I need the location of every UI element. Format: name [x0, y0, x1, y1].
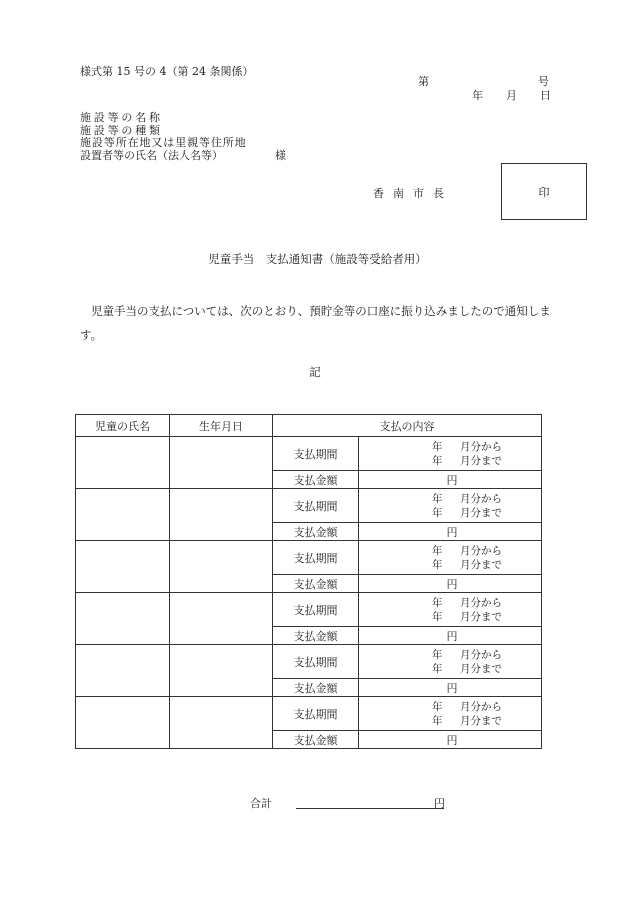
period-from-year: 年: [432, 440, 443, 453]
period-from-month: 月分から: [460, 544, 502, 557]
period-label: 支払期間: [273, 437, 359, 471]
payment-period-cell[interactable]: [359, 645, 542, 679]
child-name-cell[interactable]: [76, 645, 170, 697]
period-from-month: 月分から: [460, 648, 502, 661]
table-row: [76, 593, 542, 627]
header-payment-content: 支払の内容: [273, 415, 542, 437]
amount-yen: 円: [446, 629, 458, 643]
period-from-year: 年: [432, 596, 443, 609]
period-from-year: 年: [432, 492, 443, 505]
seal-label: 印: [538, 185, 550, 199]
payment-amount-cell[interactable]: [359, 575, 542, 593]
facility-type-label: 施設等の種類: [80, 123, 163, 137]
period-from-month: 月分から: [460, 492, 502, 505]
birth-date-cell[interactable]: [170, 541, 273, 593]
child-name-cell[interactable]: [76, 437, 170, 489]
table-row: [76, 437, 542, 471]
payment-period-cell[interactable]: [359, 489, 542, 523]
amount-label: 支払金額: [273, 679, 359, 697]
period-to-month: 月分まで: [460, 714, 502, 727]
child-name-cell[interactable]: [76, 541, 170, 593]
table-row: [76, 697, 542, 731]
period-from-year: 年: [432, 648, 443, 661]
payment-amount-cell[interactable]: [359, 627, 542, 645]
period-label: 支払期間: [273, 593, 359, 627]
period-from-year: 年: [432, 544, 443, 557]
honorific-sama: 様: [275, 148, 286, 162]
period-label: 支払期間: [273, 489, 359, 523]
payment-amount-cell[interactable]: [359, 731, 542, 749]
period-to-month: 月分まで: [460, 558, 502, 571]
amount-label: 支払金額: [273, 523, 359, 541]
document-number-date: [415, 73, 551, 103]
period-to-month: 月分まで: [460, 506, 502, 519]
operator-name-label: 設置者等の氏名（法人名等） 様: [80, 148, 286, 162]
ki-heading: 記: [309, 365, 321, 379]
payment-table: [75, 414, 542, 749]
period-from-month: 月分から: [460, 700, 502, 713]
amount-label: 支払金額: [273, 471, 359, 489]
header-birth-date: 生年月日: [170, 415, 273, 437]
birth-date-cell[interactable]: [170, 489, 273, 541]
period-to-year: 年: [432, 662, 443, 675]
date-day: 日: [540, 89, 551, 102]
table-row: [76, 489, 542, 523]
period-to-month: 月分まで: [460, 610, 502, 623]
total-yen: 円: [434, 797, 445, 810]
child-name-cell[interactable]: [76, 697, 170, 749]
facility-address-label: 施設等所在地又は里親等住所地: [80, 136, 247, 149]
child-name-cell[interactable]: [76, 489, 170, 541]
doc-number-go: 号: [538, 75, 549, 88]
mayor-title: 香南市長: [373, 187, 453, 200]
amount-label: 支払金額: [273, 731, 359, 749]
seal-box: [501, 163, 587, 220]
total-label: 合計: [250, 797, 272, 810]
payment-period-cell[interactable]: [359, 541, 542, 575]
payment-period-cell[interactable]: [359, 437, 542, 471]
period-label: 支払期間: [273, 645, 359, 679]
amount-label: 支払金額: [273, 627, 359, 645]
form-number: 様式第 15 号の 4（第 24 条関係）: [80, 65, 254, 78]
period-label: 支払期間: [273, 697, 359, 731]
total-amount-field[interactable]: [296, 796, 444, 809]
child-name-cell[interactable]: [76, 593, 170, 645]
payment-amount-cell[interactable]: [359, 523, 542, 541]
period-from-month: 月分から: [460, 596, 502, 609]
period-label: 支払期間: [273, 541, 359, 575]
period-to-year: 年: [432, 454, 443, 467]
total-row: [250, 795, 445, 811]
amount-yen: 円: [446, 733, 458, 747]
amount-yen: 円: [446, 473, 458, 487]
birth-date-cell[interactable]: [170, 697, 273, 749]
amount-yen: 円: [446, 577, 458, 591]
payment-period-cell[interactable]: [359, 593, 542, 627]
issue-date: [449, 87, 551, 103]
period-from-month: 月分から: [460, 440, 502, 453]
payment-amount-cell[interactable]: [359, 471, 542, 489]
table-row: [76, 645, 542, 679]
body-text: 児童手当の支払については、次のとおり、預貯金等の口座に振り込みましたので通知します。: [80, 304, 551, 342]
amount-yen: 円: [446, 525, 458, 539]
date-month: 月: [506, 89, 517, 102]
period-to-month: 月分まで: [460, 454, 502, 467]
period-to-month: 月分まで: [460, 662, 502, 675]
period-from-year: 年: [432, 700, 443, 713]
facility-fields: [80, 111, 286, 162]
document-title: 児童手当 支払通知書（施設等受給者用）: [208, 252, 427, 266]
period-to-year: 年: [432, 610, 443, 623]
amount-yen: 円: [446, 681, 458, 695]
doc-number-dai: 第: [418, 75, 429, 88]
birth-date-cell[interactable]: [170, 593, 273, 645]
table-row: [76, 541, 542, 575]
payment-amount-cell[interactable]: [359, 679, 542, 697]
birth-date-cell[interactable]: [170, 645, 273, 697]
amount-label: 支払金額: [273, 575, 359, 593]
period-to-year: 年: [432, 506, 443, 519]
header-child-name: 児童の氏名: [76, 415, 170, 437]
date-year: 年: [472, 89, 483, 102]
period-to-year: 年: [432, 714, 443, 727]
payment-period-cell[interactable]: [359, 697, 542, 731]
birth-date-cell[interactable]: [170, 437, 273, 489]
period-to-year: 年: [432, 558, 443, 571]
facility-name-label: 施設等の名称: [80, 111, 163, 124]
